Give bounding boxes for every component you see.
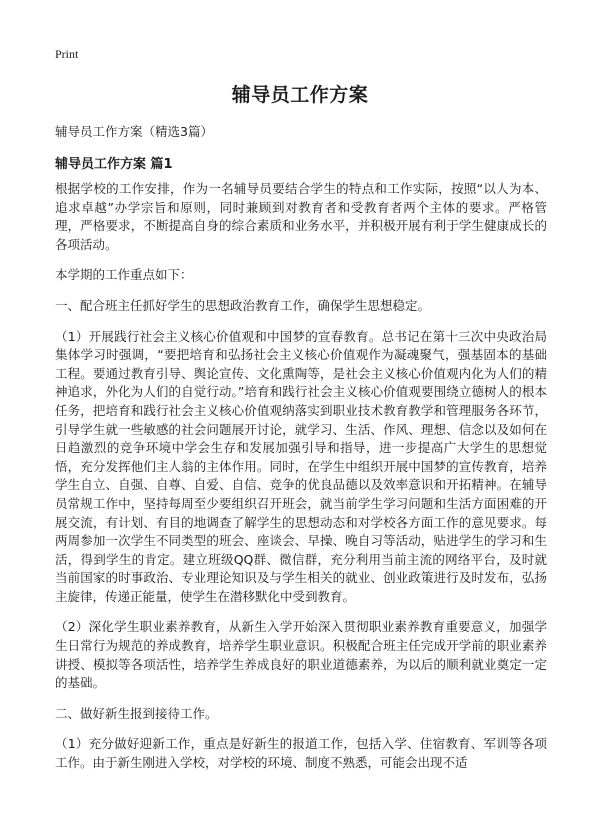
paragraph-focus-lead: 本学期的工作重点如下： xyxy=(55,267,193,283)
paragraph-item-one: （1）开展践行社会主义核心价值观和中国梦的宣春教育。总书记在第十三次中央政治局集体学习时强调，“要把培育和弘扬社会主义核心价值观作为凝魂聚气，强基固本的基础工程。要通过教育引导、舆论宣传、文化熏陶等，是社会主义核心价值观内化为人们的精神追求，外化为人们的自觉行动。”培育和践行社会主义核心价值观要围绕立德树人的根本任务，把培育和践行社会主义核心价值观纳落实到职业技术教育教学和管理服务各环节，引导学生就一些敏感的社会问题展开讨论，就学习、生活、作风、理想、信念以及如何在日趋激烈的竞争环境中学会生存和发展加强引导和指导，进一步提高广大学生的思想觉悟，充分发挥他们主人翁的主体作用。同时，在学生中组织开展中国梦的宣传教育，培养学生自立、自强、自尊、自爱、自信、竞争的优良品德以及效率意识和开拓精神。在辅导员常规工作中，坚持每周至少要组织召开班会，就当前学生学习问题和生活方面困难的开展交流，有计划、有目的地调查了解学生的思想动态和对学校各方面工作的意见要求。每两周参加一次学生不同类型的班会、座谈会、早操、晚自习等活动，贴进学生的学习和生活，得到学生的肯定。建立班级QQ群、微信群，充分利用当前主流的网络平台，及时就当前国家的时事政治、专业理论知识及与学生相关的就业、创业政策进行及时发布，弘扬主旋律，传递正能量，使学生在潜移默化中受到教育。 xyxy=(55,328,547,604)
heading-point-two: 二、做好新生报到接待工作。 xyxy=(55,705,218,721)
paragraph-intro: 根据学校的工作安排，作为一名辅导员要结合学生的特点和工作实际，按照“以人为本、追求卓越”办学宗旨和原则，同时兼顾到对教育者和受教育者两个主体的要求。严格管理，严格要求，不断提高自身的综合素质和业务水平，并积极开展有利于学生健康成长的各项活动。 xyxy=(55,181,547,252)
paragraph-item-two: （2）深化学生职业素养教育，从新生入学开始深入贯彻职业素养教育重要意义，加强学生日常行为规范的养成教育，培养学生职业意识。积极配合班主任完成开学前的职业素养讲授、模拟等各项活性，培养学生养成良好的职业道德素养，为以后的顺利就业奠定一定的基础。 xyxy=(55,619,547,691)
document-title: 辅导员工作方案 xyxy=(231,84,369,106)
section-heading: 辅导员工作方案 篇1 xyxy=(55,157,173,172)
print-label: Print xyxy=(55,47,79,61)
heading-point-one: 一、配合班主任抓好学生的思想政治教育工作，确保学生思想稳定。 xyxy=(55,297,431,313)
document-subtitle: 辅导员工作方案（精选3篇） xyxy=(55,124,213,139)
document-body xyxy=(55,180,547,773)
paragraph-item-three: （1）充分做好迎新工作，重点是好新生的报道工作，包括入学、住宿教育、军训等各项工作。由于新生刚进入学校，对学校的环境、制度不熟悉，可能会出现不适 xyxy=(55,736,547,771)
